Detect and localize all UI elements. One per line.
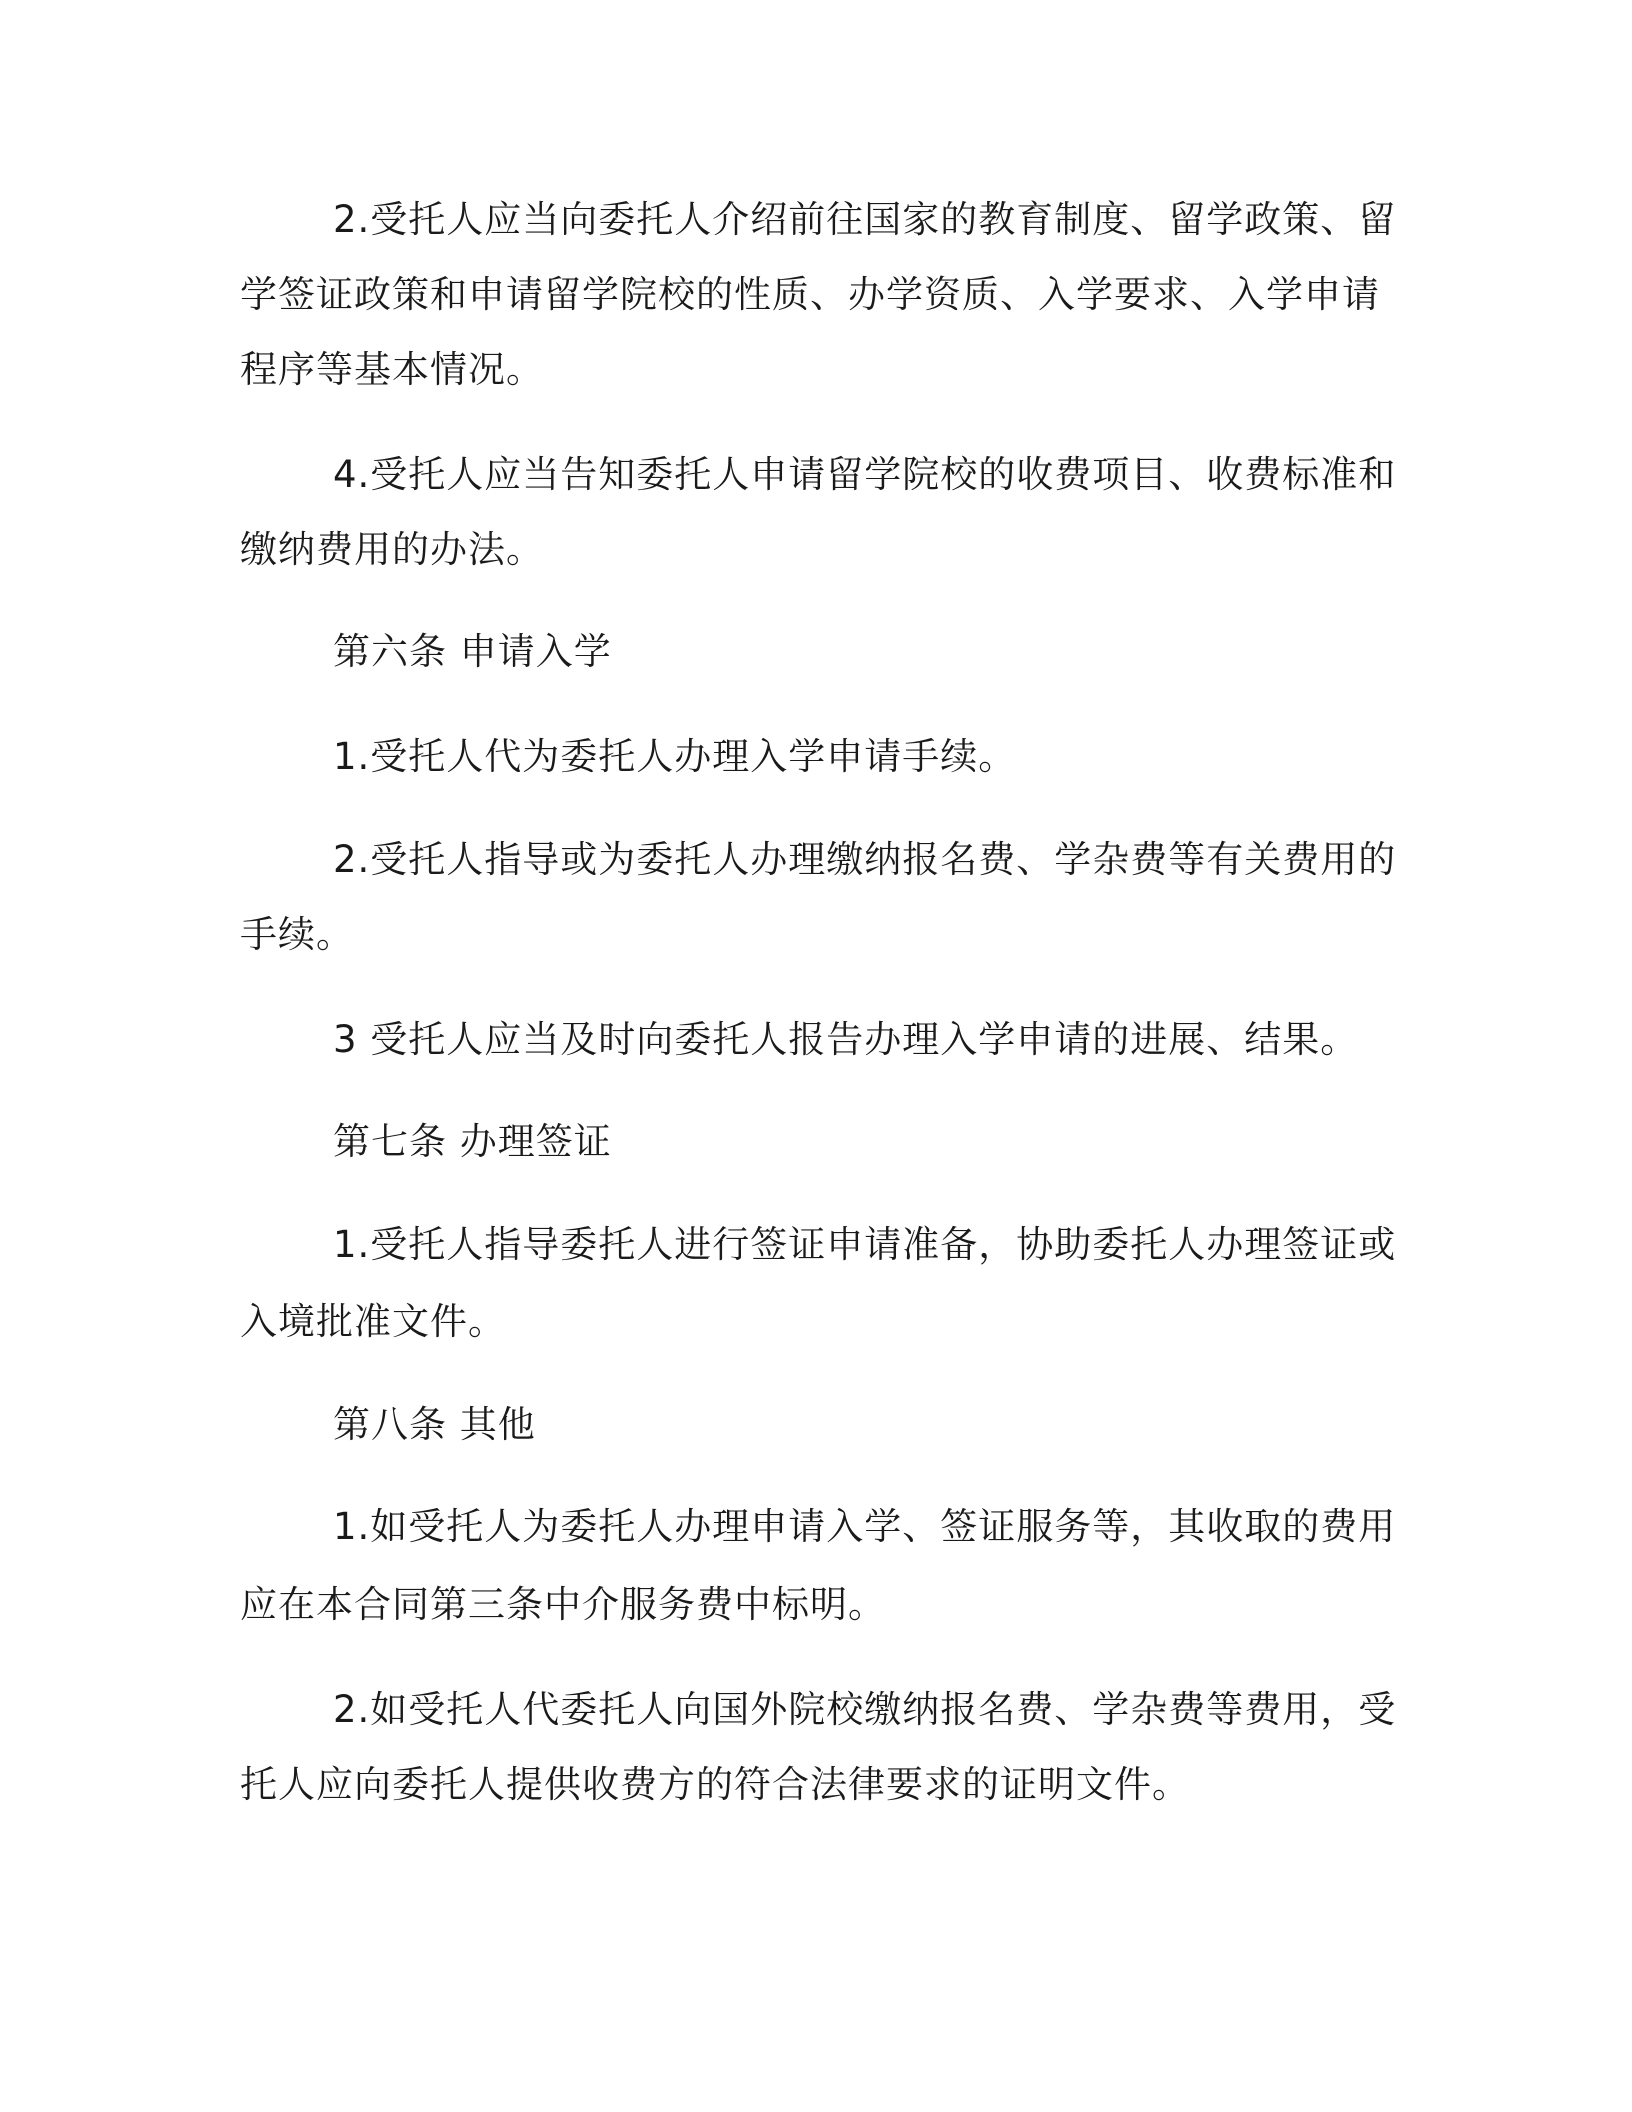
paragraph-4-line-1: 4.受托人应当告知委托人申请留学院校的收费项目、收费标准和 xyxy=(333,453,1397,496)
article-8-heading: 第八条 其他 xyxy=(333,1403,536,1446)
article-7-item-1-line-2: 入境批准文件。 xyxy=(240,1300,506,1343)
paragraph-4-line-2: 缴纳费用的办法。 xyxy=(240,528,544,571)
article-6-heading: 第六条 申请入学 xyxy=(333,630,612,673)
article-7-item-1-line-1: 1.受托人指导委托人进行签证申请准备，协助委托人办理签证或 xyxy=(333,1223,1397,1266)
paragraph-2-line-1: 2.受托人应当向委托人介绍前往国家的教育制度、留学政策、留 xyxy=(333,198,1397,241)
article-8-item-2-line-1: 2.如受托人代委托人向国外院校缴纳报名费、学杂费等费用，受 xyxy=(333,1688,1397,1731)
article-7-heading: 第七条 办理签证 xyxy=(333,1120,612,1163)
paragraph-2-line-3: 程序等基本情况。 xyxy=(240,348,544,391)
article-6-item-1: 1.受托人代为委托人办理入学申请手续。 xyxy=(333,735,1017,778)
article-6-item-3: 3 受托人应当及时向委托人报告办理入学申请的进展、结果。 xyxy=(333,1018,1359,1061)
article-6-item-2-line-1: 2.受托人指导或为委托人办理缴纳报名费、学杂费等有关费用的 xyxy=(333,838,1397,881)
article-6-item-2-line-2: 手续。 xyxy=(240,913,354,956)
article-8-item-1-line-2: 应在本合同第三条中介服务费中标明。 xyxy=(240,1583,886,1626)
article-8-item-1-line-1: 1.如受托人为委托人办理申请入学、签证服务等，其收取的费用 xyxy=(333,1505,1397,1548)
article-8-item-2-line-2: 托人应向委托人提供收费方的符合法律要求的证明文件。 xyxy=(240,1763,1190,1806)
paragraph-2-line-2: 学签证政策和申请留学院校的性质、办学资质、入学要求、入学申请 xyxy=(240,273,1380,316)
